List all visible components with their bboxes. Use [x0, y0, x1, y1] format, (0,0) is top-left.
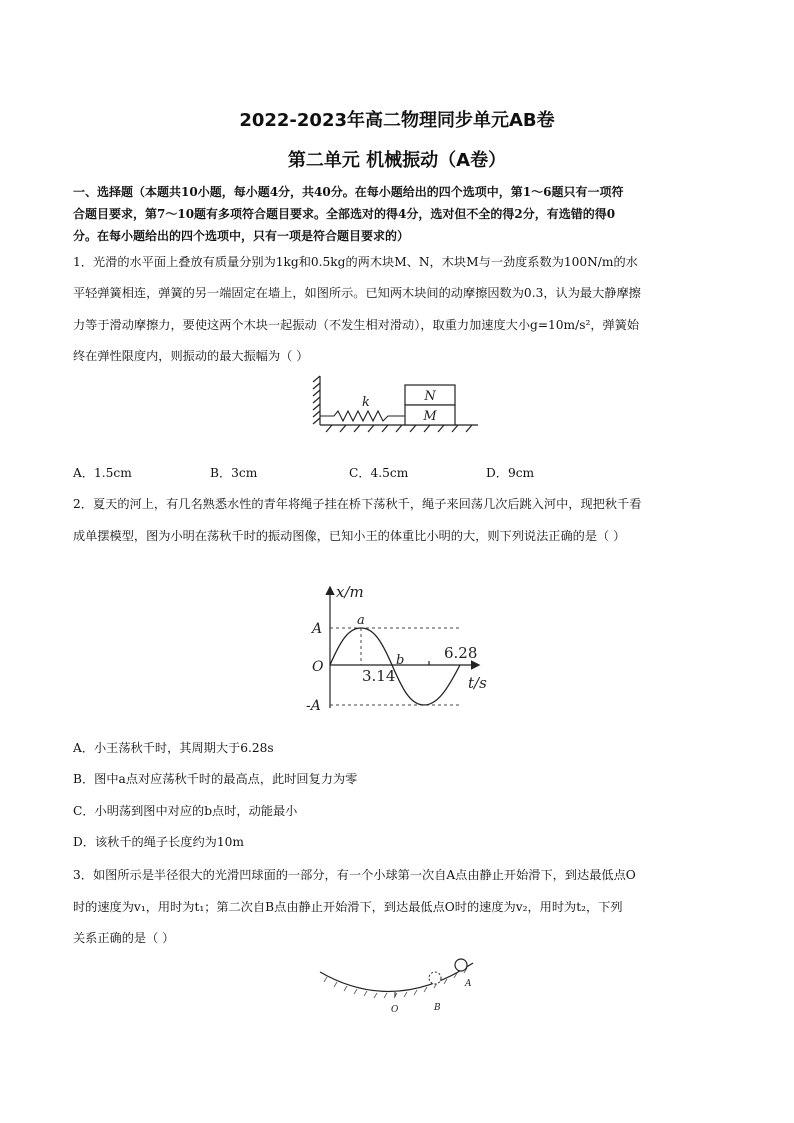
document-title: 2022-2023年高二物理同步单元AB卷 — [239, 110, 555, 131]
q2-option-d: D．该秋千的绳子长度约为10m — [73, 835, 244, 849]
q2-line-1: 2．夏天的河上，有几名熟悉水性的青年将绳子挂在桥下荡秋千，绳子来回荡几次后跳入河中，现把秋千看 — [73, 497, 642, 511]
label-o: O — [391, 1005, 399, 1015]
q3-line-1: 3．如图所示是半径很大的光滑凹球面的一部分，有一个小球第一次自A点由静止开始滑下，到达最低点O — [73, 868, 636, 882]
q1-line-3: 力等于滑动摩擦力，要使这两个木块一起振动（不发生相对滑动），取重力加速度大小g=10m/s²，弹簧始 — [73, 318, 640, 332]
spring-label: k — [362, 395, 370, 410]
q3-line-2: 时的速度为v₁，用时为t₁；第二次自B点由静止开始滑下，到达最低点O时的速度为v₂，用时为t₂，下列 — [73, 900, 623, 914]
point-a-label: a — [357, 613, 365, 628]
amplitude-pos-label: A — [312, 621, 323, 637]
q1-line-2: 平轻弹簧相连，弹簧的另一端固定在墙上，如图所示。已知两木块间的动摩擦因数为0.3，认为最大静摩擦 — [73, 286, 641, 300]
q3-line-3: 关系正确的是（ ） — [73, 931, 175, 945]
block-n-label: N — [424, 389, 436, 404]
y-axis-label: x/m — [336, 583, 364, 601]
q1-option-b: B．3cm — [210, 466, 258, 480]
q3-bowl-figure — [315, 955, 485, 1020]
amplitude-neg-label: -A — [306, 698, 321, 714]
section-instructions-line-2: 合题目要求，第7～10题有多项符合题目要求。全部选对的得4分，选对但不全的得2分，有选错的得0 — [73, 207, 616, 221]
block-m-label: M — [423, 409, 437, 424]
q1-line-4: 终在弹性限度内，则振动的最大振幅为（ ） — [73, 349, 309, 363]
unit-title: 第二单元 机械振动（A卷） — [287, 150, 507, 171]
section-instructions-line-3: 分。在每小题给出的四个选项中，只有一项是符合题目要求的） — [73, 229, 410, 243]
tick-6-28-label: 6.28 — [444, 644, 478, 662]
q2-option-a: A．小王荡秋千时，其周期大于6.28s — [73, 741, 274, 755]
q2-option-b: B．图中a点对应荡秋千时的最高点，此时回复力为零 — [73, 772, 358, 786]
q2-oscillation-graph — [300, 580, 500, 715]
origin-label: O — [312, 659, 324, 675]
q1-line-1: 1．光滑的水平面上叠放有质量分别为1kg和0.5kg的两木块M、N，木块M与一劲度系数为100N/m的水 — [73, 255, 638, 269]
q1-option-c: C．4.5cm — [349, 466, 409, 480]
x-axis-label: t/s — [468, 674, 487, 692]
q2-line-2: 成单摆模型，图为小明在荡秋千时的振动图像，已知小王的体重比小明的大，则下列说法正确的是（ ） — [73, 529, 626, 543]
ground — [320, 425, 478, 432]
bowl-surface — [320, 963, 473, 991]
ball-at-a — [455, 959, 467, 971]
point-b-label: b — [396, 653, 405, 668]
section-instructions-line-1: 一、选择题（本题共10小题，每小题4分，共40分。在每小题给出的四个选项中，第1～6题只有一项符 — [73, 185, 624, 199]
label-b: B — [434, 1003, 441, 1013]
q1-option-a: A．1.5cm — [73, 466, 132, 480]
label-a: A — [465, 979, 472, 989]
wall — [313, 376, 320, 425]
spring — [320, 411, 405, 421]
tick-3-14-label: 3.14 — [362, 667, 396, 685]
ball-at-b — [429, 972, 441, 984]
q1-option-d: D．9cm — [486, 466, 535, 480]
q1-spring-block-figure — [310, 372, 485, 444]
q2-option-c: C．小明荡到图中对应的b点时，动能最小 — [73, 804, 298, 818]
